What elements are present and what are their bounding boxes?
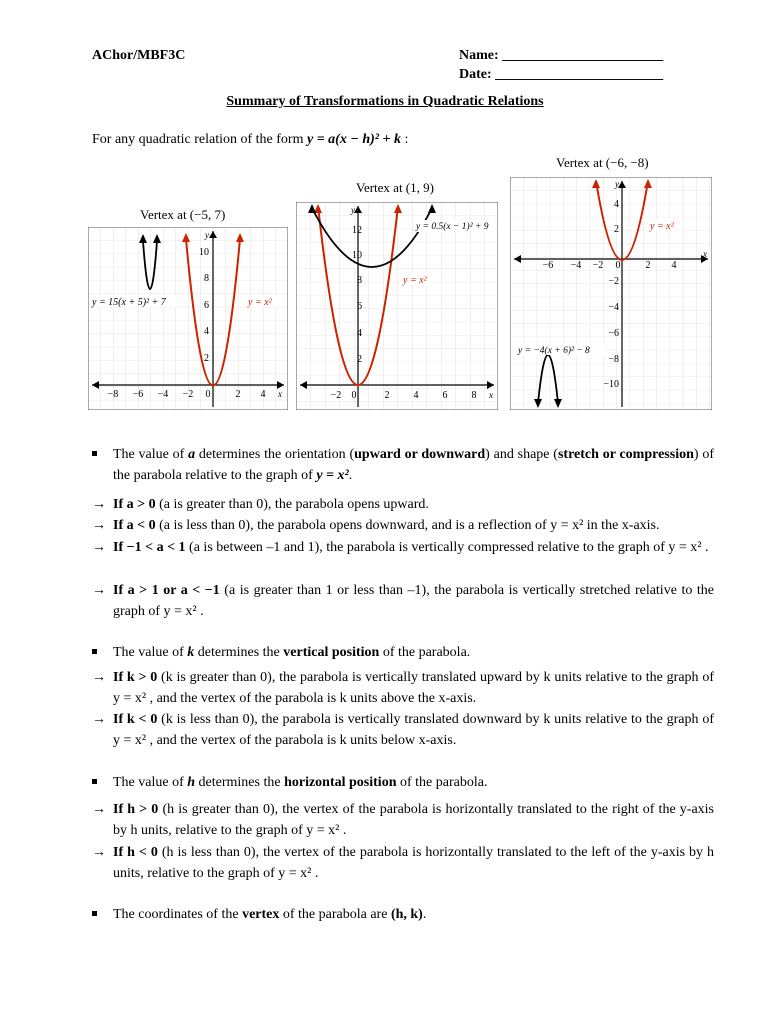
var-h: h [187,775,196,790]
bullet-vertex [92,904,714,925]
y-tick-label: 6 [357,301,362,312]
y-tick-label: 12 [352,225,362,236]
x-tick-label: −6 [132,389,144,400]
y-tick-label: −8 [608,354,619,365]
y-tick-label: 4 [204,326,209,337]
var-a: a [188,447,196,462]
bullet-icon [92,649,97,654]
y-tick-label: 8 [204,273,209,284]
text-run: ) of the parabola relative to the graph of [113,447,714,483]
date-field: Date: ________________________ [459,67,664,82]
item-a-2 [92,515,714,536]
ref-equation-label: y = x² [248,297,272,308]
text-run: of the parabola are [279,907,391,922]
x-tick-label: 0 [615,260,621,271]
item-text [113,709,714,751]
arrow-icon: → [92,497,106,512]
ref-equation-label: y = x² [403,275,427,286]
y-tick-label: −6 [608,328,619,339]
x-tick-label: 2 [235,389,241,400]
bullet-h-text [113,772,714,793]
intro-line [92,132,408,148]
arrow-icon: → [92,712,106,727]
bullet-icon [92,451,97,456]
text-run: The value of [113,447,189,462]
text-run: determines the [194,645,284,660]
x-axis-letter: x [489,390,493,400]
formula: y = x² [316,468,349,483]
bullet-h [92,772,714,793]
item-body: (a is less than 0), the parabola opens downward, and is a reflection of y = x² in the x-axis. [155,518,660,533]
x-tick-label: −4 [157,389,169,400]
x-tick-label: −2 [330,390,342,401]
condition: If a > 0 [113,497,156,512]
text-run: The value of [113,775,188,790]
item-text [113,842,714,884]
x-axis-letter: x [703,249,707,259]
y-axis-letter: y [351,205,355,215]
item-a-3 [92,537,714,558]
x-tick-label: 2 [645,260,651,271]
graph1-caption: Vertex at (−5, 7) [140,207,226,222]
y-tick-label: 6 [204,300,209,311]
bullet-a-text [113,444,714,486]
item-k-1 [92,667,714,709]
item-body: (a is between –1 and 1), the parabola is vertically compressed relative to the graph of y = x² . [185,540,709,555]
bold-run: horizontal position [284,775,397,790]
y-tick-label: 2 [357,354,362,365]
bold-run: (h, k) [390,907,423,922]
condition: If h > 0 [113,802,159,817]
item-h-2 [92,842,714,884]
x-tick-label: 0 [351,390,357,401]
arrow-icon: → [92,802,106,817]
y-tick-label: 2 [204,353,209,364]
text-run: ) and shape ( [485,447,558,462]
arrow-icon: → [92,583,106,598]
y-tick-label: −4 [608,302,619,313]
text-run: The value of [113,645,188,660]
x-tick-label: 4 [671,260,677,271]
x-tick-label: −8 [107,389,119,400]
item-text [113,667,714,709]
ref-equation-label: y = x² [650,221,674,232]
bold-run: vertical position [283,645,380,660]
item-body: (h is greater than 0), the vertex of the parabola is horizontally translated to the right of the y-axis by h units, relative to the graph of y = x² . [113,802,715,838]
text-run: . [422,907,427,922]
course-code: AChor/MBF3C [92,48,186,63]
x-tick-label: 6 [442,390,448,401]
text-run: The coordinates of the [113,907,243,922]
intro-text: For any quadratic relation of the form [92,132,307,147]
condition: If a > 1 or a < −1 [113,583,220,598]
condition: If k > 0 [113,670,158,685]
item-text [113,537,714,558]
x-tick-label: 4 [260,389,266,400]
x-tick-label: −2 [592,260,604,271]
item-body: (k is less than 0), the parabola is vertically translated downward by k units relative to the graph of y = x² , and the vertex of the parabola is k units below x-axis. [113,712,714,748]
text-run: determines the [195,775,285,790]
y-tick-label: 4 [614,199,619,210]
y-tick-label: 4 [357,328,362,339]
bullet-icon [92,911,97,916]
name-field: Name: _______________________ [459,48,664,63]
graph-vertex-neg6-neg8 [510,177,712,410]
item-text [113,580,714,622]
intro-formula: y = a(x − h)² + k [306,132,401,147]
graph-vertex-1-9 [296,202,498,410]
graph3-caption: Vertex at (−6, −8) [556,155,649,170]
y-tick-label: −10 [603,379,619,390]
item-body: (h is less than 0), the vertex of the parabola is horizontally translated to the left of the y-axis by h units, relative to the graph of y = x² . [113,845,715,881]
item-a-1 [92,494,714,515]
bullet-k [92,642,714,663]
x-tick-label: −6 [542,260,554,271]
arrow-icon: → [92,845,106,860]
y-axis-letter: y [205,230,209,240]
bold-run: upward or downward [354,447,486,462]
y-tick-label: 8 [357,275,362,286]
y-tick-label: 2 [614,224,619,235]
arrow-icon: → [92,518,106,533]
text-run: determines the orientation ( [195,447,355,462]
x-axis-letter: x [278,389,282,399]
var-k: k [187,645,195,660]
condition: If k < 0 [113,712,158,727]
curve-equation-label: y = 0.5(x − 1)² + 9 [416,222,489,232]
x-tick-label: 0 [205,389,211,400]
x-tick-label: −2 [182,389,194,400]
x-tick-label: 8 [471,390,477,401]
bold-run: stretch or compression [557,447,694,462]
x-tick-label: 4 [413,390,419,401]
y-tick-label: 10 [352,250,362,261]
condition: If h < 0 [113,845,158,860]
item-k-2 [92,709,714,751]
x-tick-label: −4 [570,260,582,271]
item-h-1 [92,799,714,841]
bullet-k-text [113,642,714,663]
condition: If −1 < a < 1 [113,540,186,555]
page-title: Summary of Transformations in Quadratic Relations [226,94,544,109]
x-tick-label: 2 [384,390,390,401]
item-body: (a is greater than 0), the parabola opens upward. [155,497,429,512]
item-body: (k is greater than 0), the parabola is vertically translated upward by k units relative to the graph of y = x² , and the vertex of the parabola is k units above the x-axis. [113,670,714,706]
item-body: (a is greater than 1 or less than –1), the parabola is vertically stretched relative to the graph of y = x² . [113,583,714,619]
y-tick-label: 10 [199,247,209,258]
curve-equation-label: y = −4(x + 6)² − 8 [518,346,590,356]
graph-vertex-neg5-7 [88,227,288,410]
item-text [113,799,714,841]
bullet-vertex-text [113,904,714,925]
graph2-caption: Vertex at (1, 9) [356,180,434,195]
item-text [113,515,714,536]
text-run: of the parabola. [379,645,471,660]
text-run: of the parabola. [396,775,488,790]
intro-after: : [400,132,409,147]
arrow-icon: → [92,540,106,555]
text-run: . [348,468,353,483]
curve-equation-label: y = 15(x + 5)² + 7 [92,297,166,308]
bullet-a [92,444,714,486]
y-axis-letter: y [615,179,619,189]
arrow-icon: → [92,670,106,685]
bold-run: vertex [242,907,280,922]
item-a-4 [92,580,714,622]
bullet-icon [92,779,97,784]
item-text [113,494,714,515]
y-tick-label: −2 [608,276,619,287]
condition: If a < 0 [113,518,156,533]
